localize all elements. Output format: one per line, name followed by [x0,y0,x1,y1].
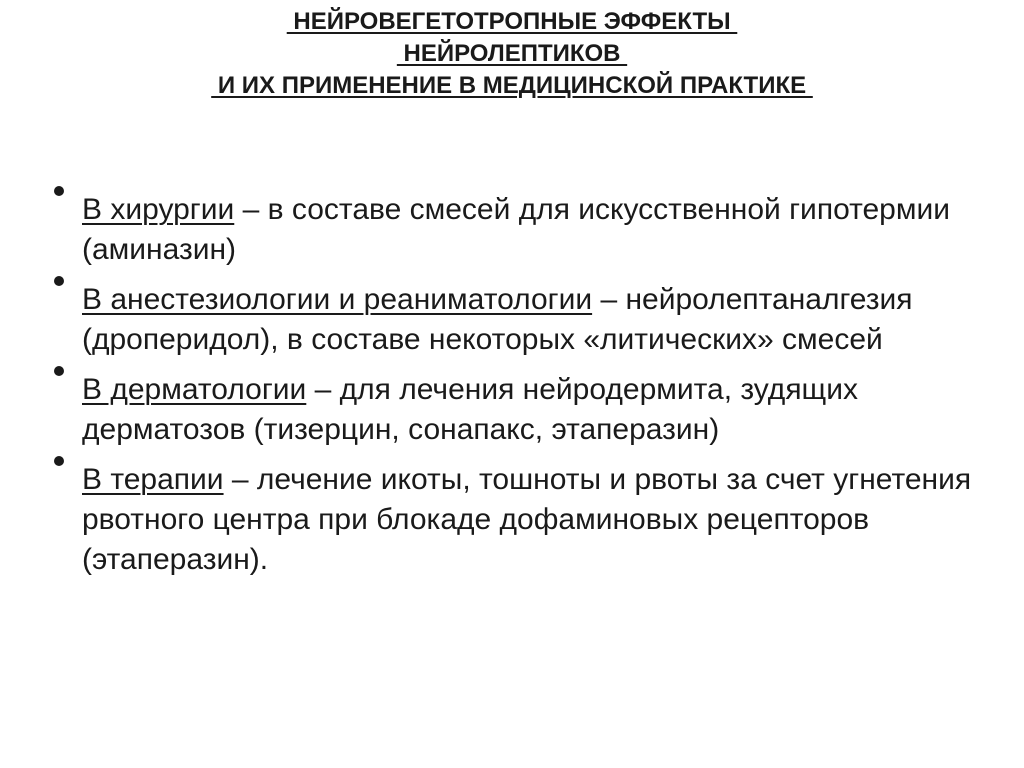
bullet-text: – для лечения нейродермита, зудящих дерматозов (тизерцин, сонапакс, этаперазин) [82,373,859,446]
bullet-anesthesiology [52,280,992,360]
slide-title [0,6,1024,102]
bullet-heading: В дерматологии [82,373,307,406]
bullet-text: – лечение икоты, тошноты и рвоты за счет угнетения рвотного центра при блокаде дофаминовых рецепторов (этаперазин). [82,463,972,576]
bullet-dot-icon [54,366,64,376]
bullet-text: – нейролептаналгезия (дроперидол), в составе некоторых «литических» смесей [82,283,913,356]
bullet-text: – в составе смесей для искусственной гипотермии (аминазин) [82,193,951,266]
title-line-3: И ИХ ПРИМЕНЕНИЕ В МЕДИЦИНСКОЙ ПРАКТИКЕ [211,72,813,99]
bullet-dot-icon [54,186,64,196]
bullet-dot-icon [54,456,64,466]
title-line-2: НЕЙРОЛЕПТИКОВ [396,40,628,67]
title-line-1: НЕЙРОВЕГЕТОТРОПНЫЕ ЭФФЕКТЫ [286,8,738,35]
bullet-dermatology [52,370,992,450]
bullet-list [52,190,992,590]
bullet-therapy [52,460,992,580]
bullet-heading: В терапии [82,463,224,496]
bullet-dot-icon [54,276,64,286]
bullet-surgery [52,190,992,270]
bullet-heading: В хирургии [82,193,235,226]
bullet-heading: В анестезиологии и реаниматологии [82,283,593,316]
